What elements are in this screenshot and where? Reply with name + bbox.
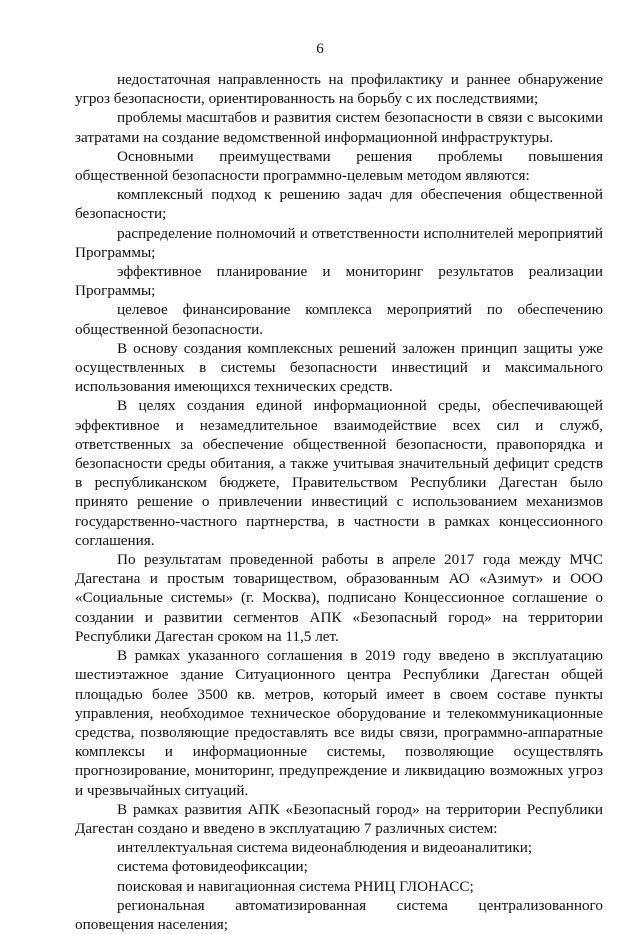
- page-number: 6: [316, 41, 324, 57]
- paragraph: поисковая и навигационная система РНИЦ ГЛОНАСС;: [117, 877, 474, 895]
- paragraph: В основу создания комплексных решений заложен принцип защиты уже осуществленных в системы безопасности инвестиций и максимального использования имеющихся технических средств.: [75, 339, 603, 396]
- paragraph: В рамках развития АПК «Безопасный город» на территории Республики Дагестан создано и введено в эксплуатацию 7 различных систем:: [75, 800, 603, 837]
- paragraph: В целях создания единой информационной среды, обеспечивающей эффективное и незамедлительное взаимодействие всех сил и служб, ответственных за обеспечение общественной безопасности, правопорядка и безопасности среды обитания, а также учитывая значительный дефицит средств в республиканском бюджете, Правительством Республики Дагестан было принято решение о привлечении инвестиций с использованием механизмов государственно-частного партнерства, в частности в рамках концессионного соглашения.: [75, 397, 603, 549]
- paragraph: Основными преимуществами решения проблемы повышения общественной безопасности программно-целевым методом являются:: [75, 147, 603, 185]
- paragraph: региональная автоматизированная система централизованного оповещения населения;: [75, 896, 603, 933]
- paragraph: целевое финансирование комплекса мероприятий по обеспечению общественной безопасности.: [75, 301, 603, 338]
- paragraph: интеллектуальная система видеонаблюдения и видеоаналитики;: [117, 839, 533, 857]
- paragraph: По результатам проведенной работы в апреле 2017 года между МЧС Дагестана и простым товариществом, образованным АО «Азимут» и ООО «Социальные системы» (г. Москва), подписано Концессионное соглашение о создании и развитии сегментов АПК «Безопасный город» на территории Республики Дагестан сроком на 11,5 лет.: [75, 551, 603, 645]
- paragraph: В рамках указанного соглашения в 2019 году введено в эксплуатацию шестиэтажное здание Ситуационного центра Республики Дагестан общей площадью более 3500 кв. метров, который имеет в своем составе пункты управления, необходимое техническое оборудование и телекоммуникационные средства, позволяющие предоставлять все виды связи, программно-аппаратные комплексы и информационные системы, позволяющие осуществлять прогнозирование, мониторинг, предупреждение и ликвидацию возможных угроз и чрезвычайных ситуаций.: [75, 647, 603, 799]
- paragraph: распределение полномочий и ответственности исполнителей мероприятий Программы;: [75, 224, 603, 261]
- paragraph: комплексный подход к решению задач для обеспечения общественной безопасности;: [75, 186, 603, 223]
- paragraph: эффективное планирование и мониторинг результатов реализации Программы;: [75, 263, 603, 300]
- paragraph: проблемы масштабов и развития систем безопасности в связи с высокими затратами на создание ведомственной информационной инфраструктуры.: [75, 109, 603, 146]
- paragraph: недостаточная направленность на профилактику и раннее обнаружение угроз безопасности, ориентированность на борьбу с их последствиями;: [75, 71, 603, 108]
- body-text: [75, 70, 603, 934]
- paragraph: система фотовидеофиксации;: [117, 858, 308, 876]
